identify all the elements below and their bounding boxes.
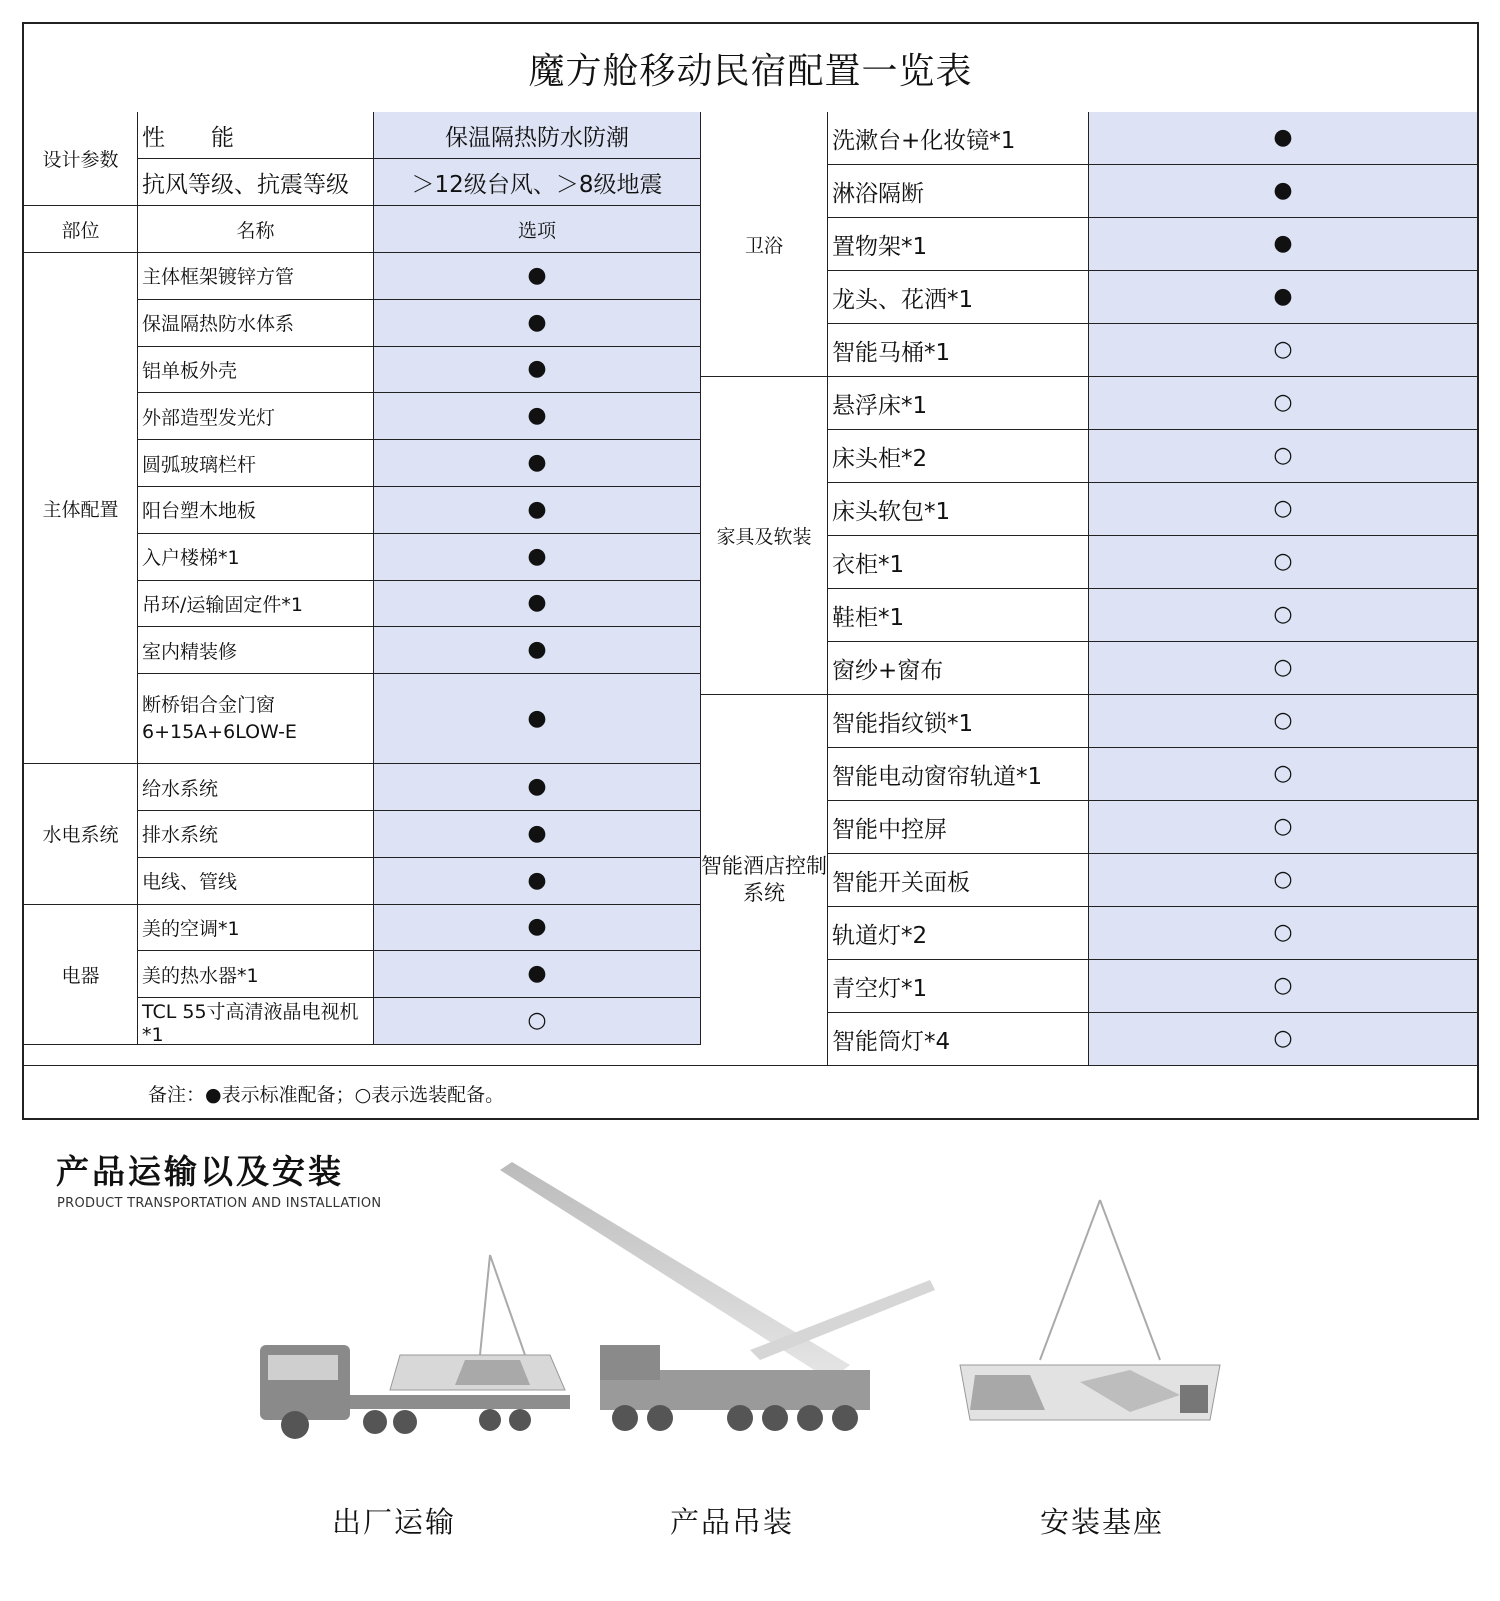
item-name (138, 253, 374, 300)
item-mark (1089, 960, 1477, 1013)
group-label-text: 卫浴 (744, 234, 783, 257)
item-mark (374, 627, 701, 674)
item-name-text: 床头柜*2 (832, 445, 928, 472)
group-label (701, 112, 828, 377)
item-name-text: 衣柜*1 (832, 551, 905, 578)
item-mark (1089, 218, 1477, 271)
item-name (138, 905, 374, 952)
item-mark-text: ● (1273, 231, 1293, 256)
item-mark-text: ● (527, 450, 547, 476)
item-mark (1089, 483, 1477, 536)
item-mark-text: ● (527, 590, 547, 616)
item-mark (374, 581, 701, 628)
item-name (138, 858, 374, 905)
item-mark (1089, 642, 1477, 695)
item-mark (374, 534, 701, 581)
item-name-text: 青空灯*1 (832, 975, 928, 1002)
item-name (828, 960, 1089, 1013)
item-name-text: 美的热水器*1 (142, 964, 259, 987)
item-name-text: 龙头、花洒*1 (832, 286, 974, 313)
table-title: 魔方舱移动民宿配置一览表 (24, 24, 1477, 114)
item-name-text: 床头软包*1 (832, 498, 951, 525)
item-mark (374, 674, 701, 764)
item-mark (1089, 695, 1477, 748)
item-mark (1089, 854, 1477, 907)
group-label (701, 695, 828, 1066)
item-name (828, 112, 1089, 165)
group-label (701, 377, 828, 695)
item-name-text: 置物架*1 (832, 233, 928, 260)
item-name-text: 室内精装修 (142, 640, 238, 663)
item-name (138, 581, 374, 628)
item-name (828, 324, 1089, 377)
item-name (138, 674, 374, 764)
item-name (138, 440, 374, 487)
item-name (828, 589, 1089, 642)
item-mark-text: ● (527, 637, 547, 663)
item-name (138, 764, 374, 811)
item-mark-text: ○ (1273, 708, 1293, 733)
item-mark (374, 253, 701, 300)
group-label-text: 家具及软装 (716, 526, 812, 548)
design-param-name-text: 性 能 (142, 124, 234, 151)
item-mark-text: ○ (1273, 390, 1293, 415)
item-mark-text: ● (527, 543, 547, 569)
item-name-text: 外部造型发光灯 (142, 406, 276, 429)
item-name-text: 淋浴隔断 (832, 180, 924, 207)
item-name-text: 洗漱台+化妆镜*1 (832, 127, 1016, 154)
item-name-text: 智能筒灯*4 (832, 1028, 951, 1055)
item-name-text: 智能指纹锁*1 (832, 710, 974, 737)
item-name (138, 951, 374, 998)
item-name (828, 430, 1089, 483)
item-name (138, 487, 374, 534)
group-label (24, 905, 138, 1045)
item-mark-text: ○ (1273, 443, 1293, 468)
item-name-text: 给水系统 (142, 777, 219, 800)
item-mark-text: ○ (1273, 549, 1293, 574)
table-note: 备注：●表示标准配备；○表示选装配备。 (24, 1065, 1477, 1120)
item-name (138, 300, 374, 347)
item-mark (1089, 748, 1477, 801)
caption-factory-transport: 出厂运输 (332, 1505, 457, 1539)
item-mark-text: ○ (1273, 496, 1293, 521)
item-name (138, 627, 374, 674)
item-name (138, 998, 374, 1045)
section-subtitle: PRODUCT TRANSPORTATION AND INSTALLATION (57, 1196, 382, 1211)
item-mark (374, 393, 701, 440)
item-mark (1089, 377, 1477, 430)
item-mark (1089, 165, 1477, 218)
item-mark-text: ○ (1273, 602, 1293, 627)
item-mark-text: ○ (1273, 761, 1293, 786)
item-mark-text: ● (527, 356, 547, 382)
item-name (828, 801, 1089, 854)
item-name (828, 483, 1089, 536)
header-name (138, 206, 374, 253)
item-mark (1089, 430, 1477, 483)
item-name-text: 轨道灯*2 (832, 922, 928, 949)
header-name-text: 名称 (236, 219, 275, 242)
group-label-text: 电器 (61, 964, 100, 987)
item-mark-text: ○ (1273, 867, 1293, 892)
item-name-text: 鞋柜*1 (832, 604, 905, 631)
item-name-text: 智能马桶*1 (832, 339, 951, 366)
group-label-text: 智能酒店控制 系统 (701, 854, 827, 905)
item-mark-text: ○ (527, 1008, 547, 1034)
item-name-text: 铝单板外壳 (142, 359, 238, 382)
item-mark (374, 300, 701, 347)
design-param-value (374, 112, 701, 159)
section-title: 产品运输以及安装 (56, 1152, 344, 1191)
item-name-text: 保温隔热防水体系 (142, 313, 295, 336)
header-option-text: 选项 (517, 219, 556, 242)
item-name-text: 入户楼梯*1 (142, 547, 240, 570)
item-mark (1089, 324, 1477, 377)
item-name (828, 271, 1089, 324)
group-label (24, 764, 138, 904)
item-name (828, 218, 1089, 271)
item-name-text: 断桥铝合金门窗 6+15A+6LOW-E (142, 693, 297, 743)
item-mark (1089, 536, 1477, 589)
item-name-text: 吊环/运输固定件*1 (142, 593, 303, 616)
caption-installation-base: 安装基座 (1040, 1505, 1165, 1539)
item-mark (1089, 1013, 1477, 1066)
item-name-text: TCL 55寸高清液晶电视机*1 (142, 1000, 359, 1045)
design-params-label (24, 112, 138, 206)
item-mark-text: ● (1273, 125, 1293, 150)
item-name-text: 阳台塑木地板 (142, 500, 257, 523)
header-part (24, 206, 138, 253)
group-label-text: 水电系统 (42, 824, 119, 847)
item-mark-text: ● (527, 309, 547, 335)
item-mark-text: ● (527, 820, 547, 846)
design-param-name (138, 159, 374, 206)
item-name-text: 智能电动窗帘轨道*1 (832, 763, 1043, 790)
item-mark (374, 487, 701, 534)
cabin-module-icon (960, 1200, 1220, 1420)
item-mark (374, 951, 701, 998)
item-mark (374, 764, 701, 811)
item-name-text: 智能中控屏 (832, 816, 947, 843)
item-mark-text: ● (527, 961, 547, 987)
item-name (138, 393, 374, 440)
item-name-text: 圆弧玻璃栏杆 (142, 453, 257, 476)
transport-illustration (230, 1160, 1280, 1490)
item-name (828, 695, 1089, 748)
config-table (22, 22, 1479, 1120)
item-mark (374, 347, 701, 394)
item-name (828, 854, 1089, 907)
design-param-value (374, 159, 701, 206)
item-name (828, 907, 1089, 960)
item-mark (1089, 907, 1477, 960)
item-mark-text: ○ (1273, 1026, 1293, 1051)
header-option (374, 206, 701, 253)
item-mark-text: ● (1273, 178, 1293, 203)
design-param-value-text: 保温隔热防水防潮 (445, 124, 629, 151)
design-param-name-text: 抗风等级、抗震等级 (142, 171, 349, 198)
item-name-text: 窗纱+窗布 (832, 657, 944, 684)
item-name-text: 悬浮床*1 (832, 392, 928, 419)
item-mark-text: ○ (1273, 337, 1293, 362)
item-mark (1089, 112, 1477, 165)
item-name (828, 642, 1089, 695)
item-mark (1089, 589, 1477, 642)
item-name-text: 排水系统 (142, 824, 219, 847)
item-name (828, 165, 1089, 218)
item-mark-text: ● (527, 867, 547, 893)
item-name-text: 智能开关面板 (832, 869, 970, 896)
item-mark-text: ● (527, 914, 547, 940)
item-name-text: 主体框架镀锌方管 (142, 266, 295, 289)
item-mark (374, 440, 701, 487)
item-name (828, 536, 1089, 589)
design-param-name (138, 112, 374, 159)
truck-icon (260, 1255, 570, 1439)
item-mark (374, 905, 701, 952)
item-mark-text: ● (527, 705, 547, 731)
group-label-text: 主体配置 (42, 498, 119, 521)
design-param-value-text: ＞12级台风、＞8级地震 (411, 171, 663, 198)
item-mark-text: ● (527, 403, 547, 429)
caption-product-lifting: 产品吊装 (670, 1505, 795, 1539)
item-mark-text: ● (527, 774, 547, 800)
item-name (138, 347, 374, 394)
item-name (138, 534, 374, 581)
item-mark-text: ● (1273, 284, 1293, 309)
design-params-label-text: 设计参数 (42, 149, 119, 171)
header-part-text: 部位 (61, 219, 100, 242)
item-name (828, 377, 1089, 430)
item-mark-text: ○ (1273, 973, 1293, 998)
item-mark (1089, 801, 1477, 854)
item-name (828, 748, 1089, 801)
item-mark-text: ○ (1273, 920, 1293, 945)
group-label (24, 253, 138, 764)
item-mark (374, 998, 701, 1045)
item-mark-text: ● (527, 262, 547, 288)
item-mark-text: ○ (1273, 655, 1293, 680)
item-mark (374, 811, 701, 858)
item-name-text: 美的空调*1 (142, 917, 240, 940)
item-name-text: 电线、管线 (142, 871, 238, 894)
item-name (138, 811, 374, 858)
crane-icon (500, 1162, 935, 1431)
item-mark-text: ○ (1273, 814, 1293, 839)
item-mark (374, 858, 701, 905)
item-mark (1089, 271, 1477, 324)
item-name (828, 1013, 1089, 1066)
item-mark-text: ● (527, 496, 547, 522)
